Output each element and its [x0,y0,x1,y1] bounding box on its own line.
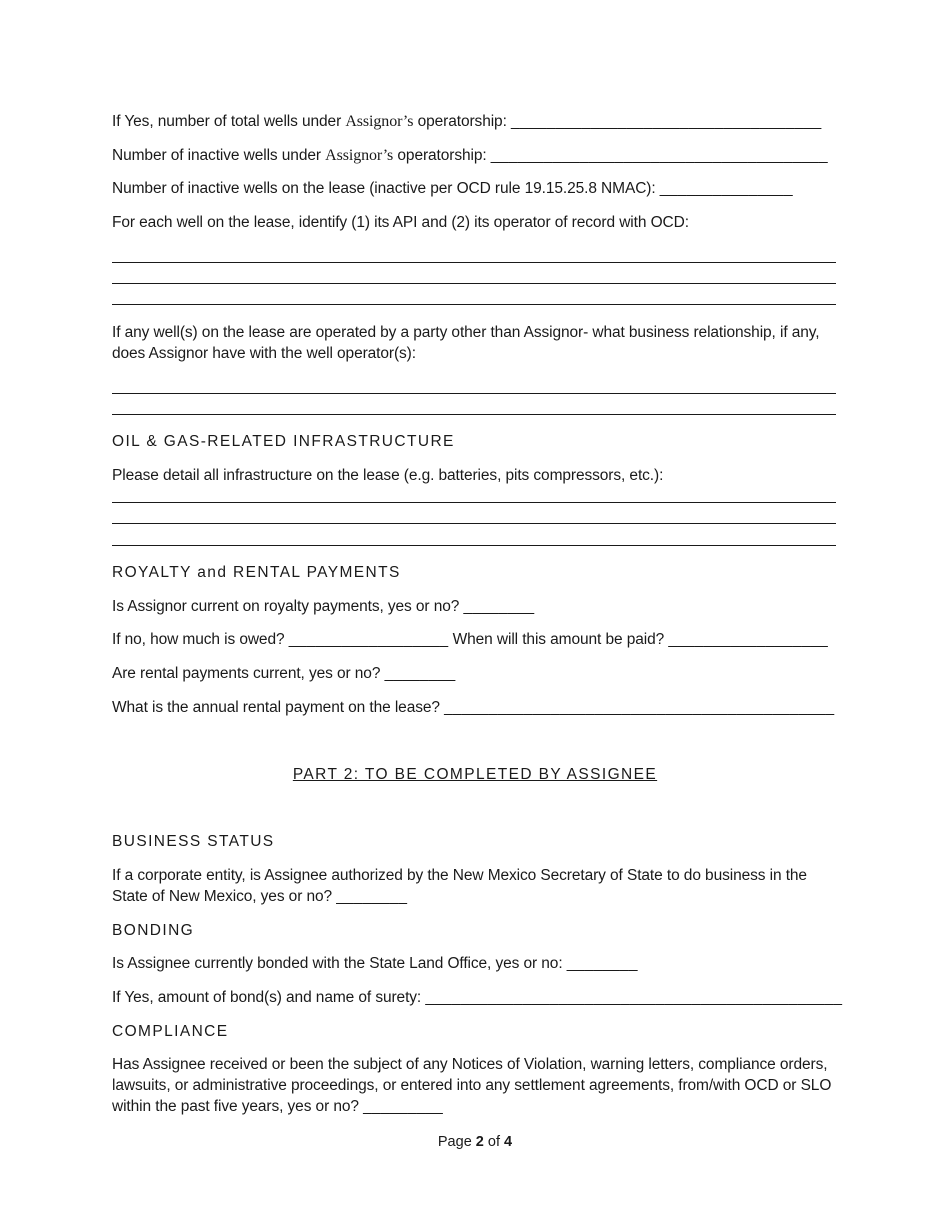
annual-rental-field[interactable]: ____________________________________________ [444,699,835,716]
page-footer: Page 2 of 4 [437,1134,513,1150]
inactive-wells-lease-question: Number of inactive wells on the lease (inactive per OCD rule 19.15.25.8 NMAC): _______________ [112,180,793,197]
relationship-answer-line-1[interactable] [112,393,836,394]
inactive-wells-lease-field[interactable]: _______________ [659,180,793,197]
surety-question: If Yes, amount of bond(s) and name of surety: _______________________________________________ [112,989,843,1006]
infrastructure-answer-line-3[interactable] [112,545,836,546]
bonding-heading: BONDING [112,922,195,939]
amount-owed-field[interactable]: __________________ [288,631,449,648]
api-answer-line-1[interactable] [112,262,836,263]
royalty-current-question: Is Assignor current on royalty payments, yes or no? ________ [112,598,535,615]
infrastructure-answer-line-2[interactable] [112,523,836,524]
other-operator-question: If any well(s) on the lease are operated by a party other than Assignor- what business relationship, if any, does Assignor have with the well operator(s): [112,324,820,362]
compliance-question: Has Assignee received or been the subject of any Notices of Violation, warning letters, compliance orders, lawsuits, or administrative proceedings, or entered into any settlement agreements, from/with OCD or SLO within the past five years, yes or no? _________ [112,1056,832,1115]
payment-date-field[interactable]: __________________ [668,631,829,648]
rental-current-field[interactable]: ________ [384,665,456,682]
total-page-number: 4 [504,1134,513,1150]
infrastructure-answer-line-1[interactable] [112,502,836,503]
annual-rental-question: What is the annual rental payment on the lease? ____________________________________________ [112,699,835,716]
business-status-heading: BUSINESS STATUS [112,833,275,850]
total-wells-field[interactable]: ___________________________________ [511,113,822,130]
amount-owed-question: If no, how much is owed? __________________ When will this amount be paid? __________________ [112,631,829,648]
inactive-wells-field[interactable]: ______________________________________ [490,147,828,164]
compliance-field[interactable]: _________ [363,1098,443,1115]
royalty-heading: ROYALTY and RENTAL PAYMENTS [112,564,401,581]
business-status-question: If a corporate entity, is Assignee authorized by the New Mexico Secretary of State to do business in the State of New Mexico, yes or no? ________ [112,867,807,905]
business-status-field[interactable]: ________ [336,888,408,905]
bonded-question: Is Assignee currently bonded with the State Land Office, yes or no: ________ [112,955,638,972]
relationship-answer-line-2[interactable] [112,414,836,415]
inactive-wells-question: Number of inactive wells under Assignor’s operatorship: ______________________________________ [112,147,828,164]
total-wells-question: If Yes, number of total wells under Assignor’s operatorship: ___________________________________ [112,113,822,130]
surety-field[interactable]: _______________________________________________ [425,989,843,1006]
royalty-current-field[interactable]: ________ [463,598,535,615]
infrastructure-question: Please detail all infrastructure on the lease (e.g. batteries, pits compressors, etc.): [112,467,664,484]
compliance-heading: COMPLIANCE [112,1023,229,1040]
document-page [112,0,843,1230]
bonded-field[interactable]: ________ [566,955,638,972]
current-page-number: 2 [475,1134,484,1150]
api-operator-question: For each well on the lease, identify (1) its API and (2) its operator of record with OCD: [112,214,689,231]
part-2-title: PART 2: TO BE COMPLETED BY ASSIGNEE [292,766,658,783]
api-answer-line-3[interactable] [112,304,836,305]
infrastructure-heading: OIL & GAS-RELATED INFRASTRUCTURE [112,433,455,450]
rental-current-question: Are rental payments current, yes or no? ________ [112,665,456,682]
api-answer-line-2[interactable] [112,283,836,284]
